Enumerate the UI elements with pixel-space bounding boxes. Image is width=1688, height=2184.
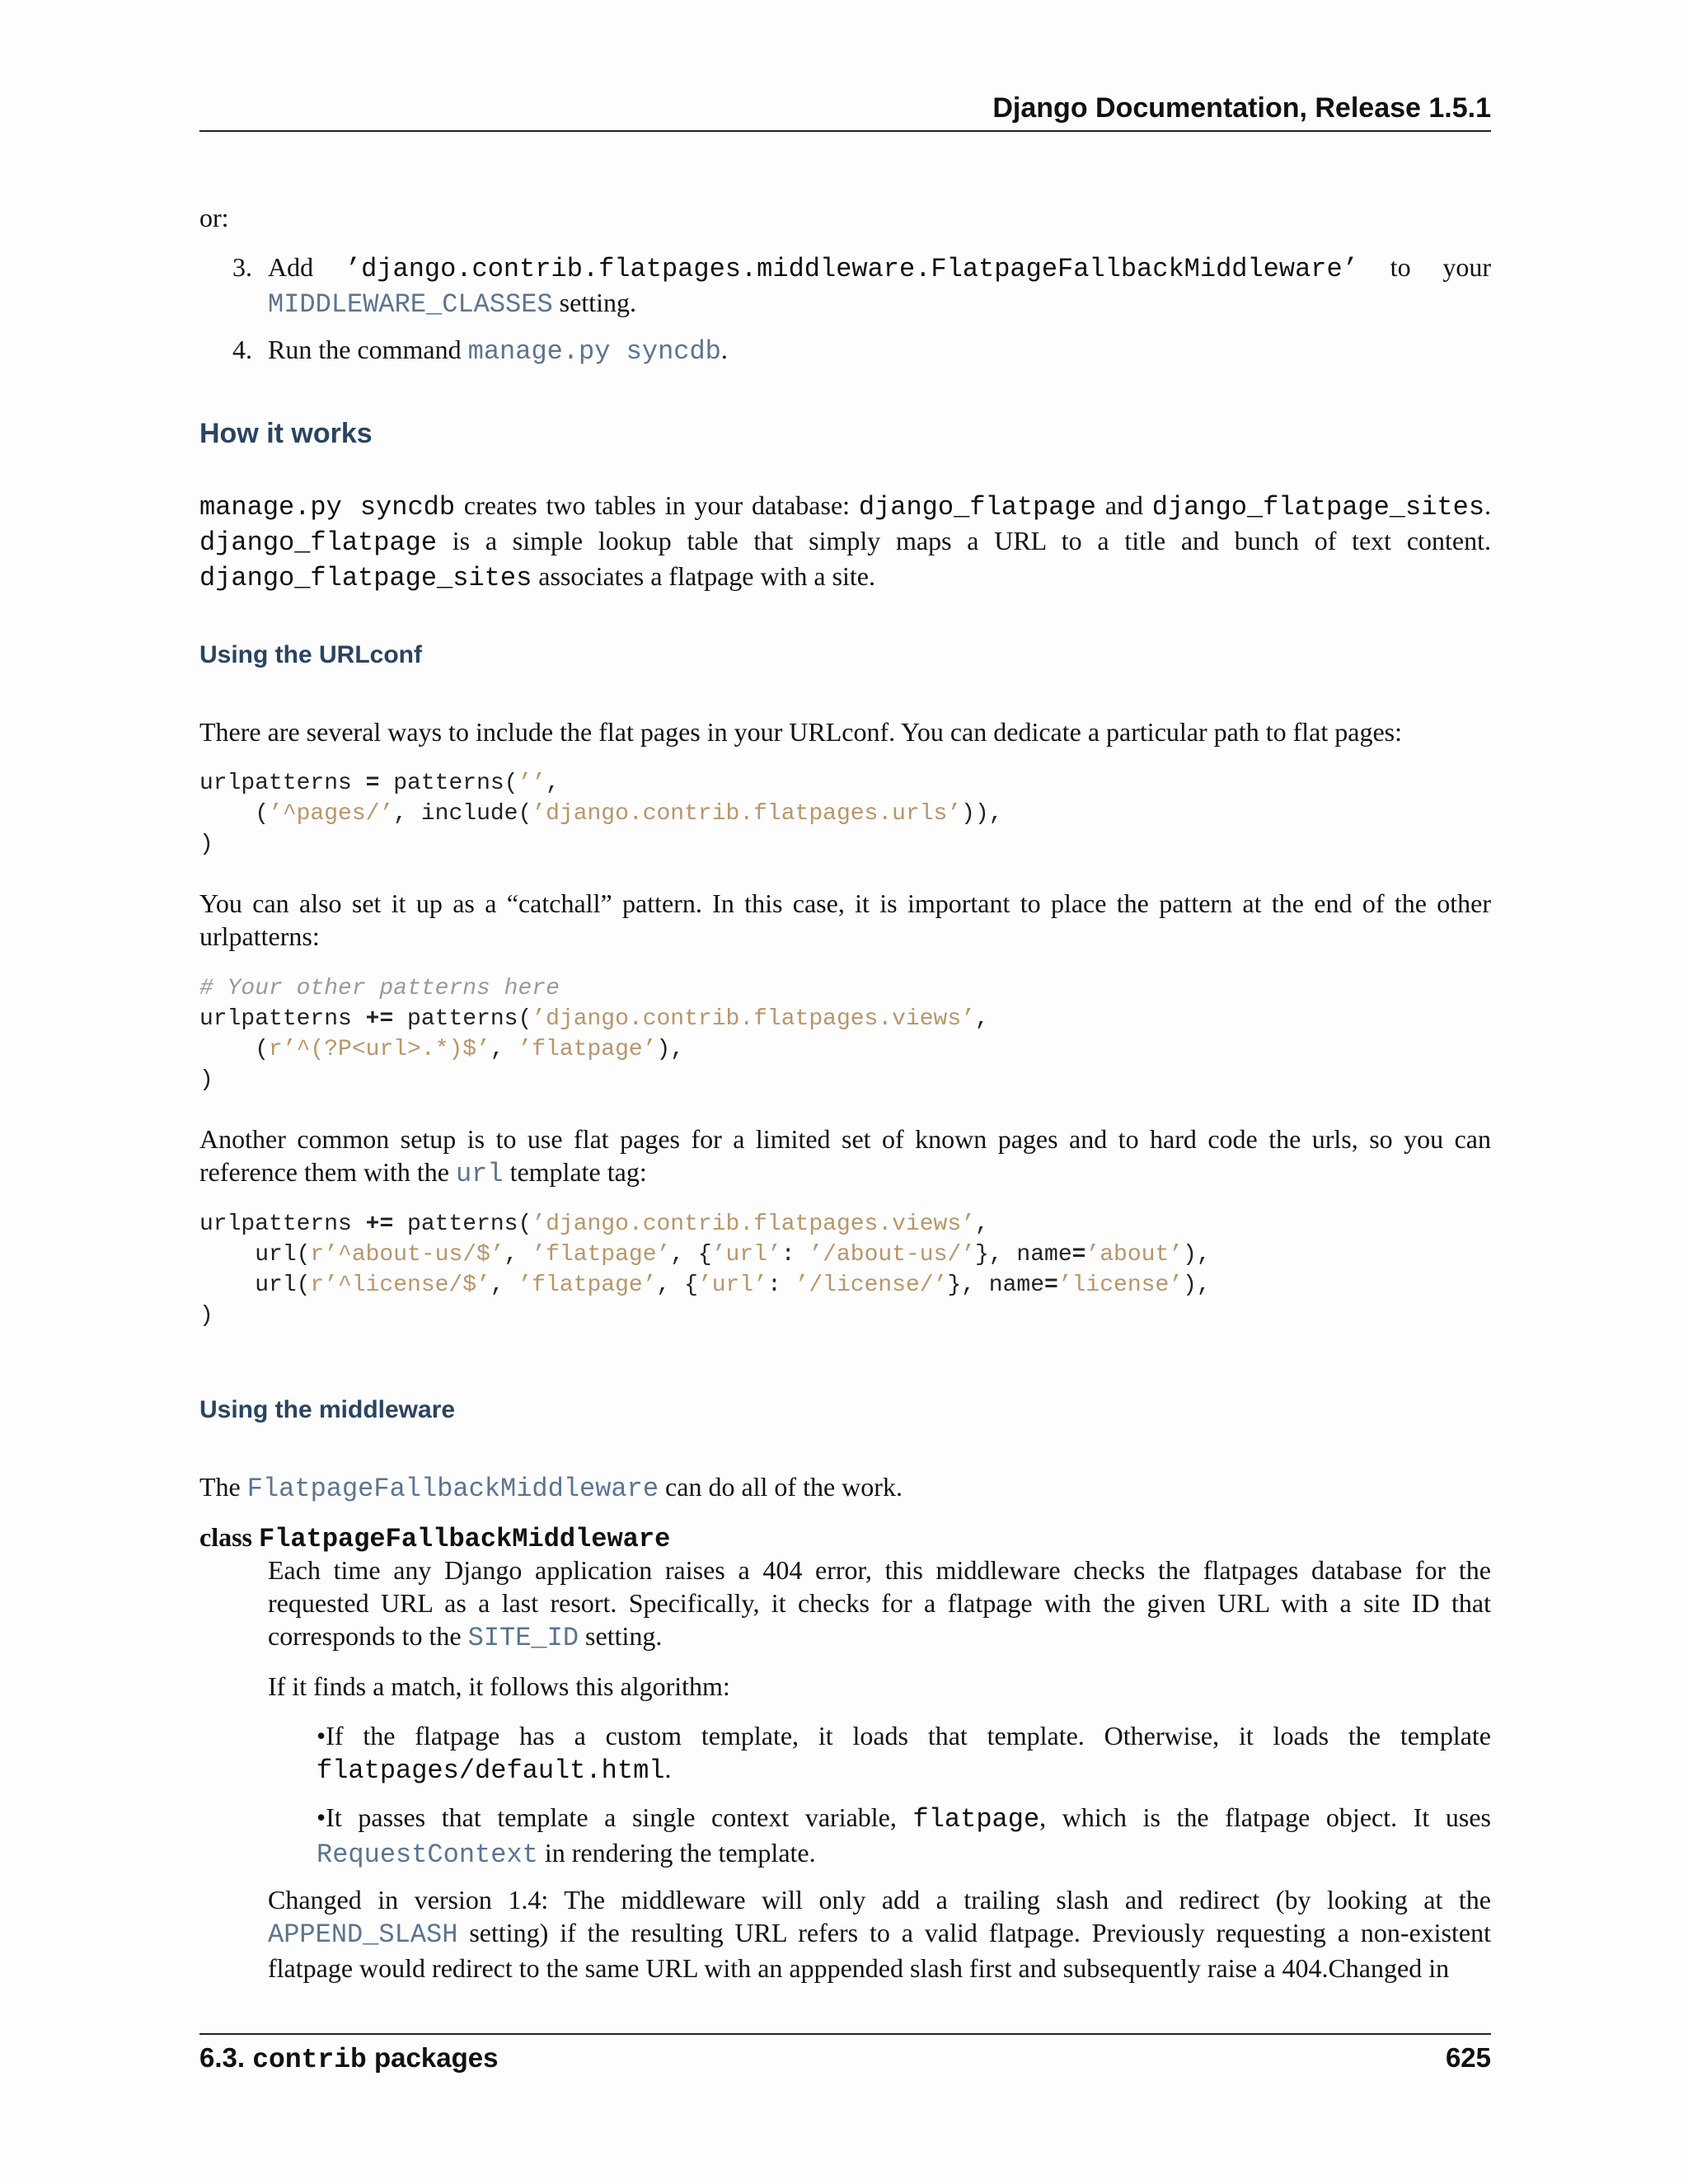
fallback-middleware-link[interactable]: FlatpageFallbackMiddleware [246,1474,659,1504]
text-span: . [664,1754,672,1783]
code-token: )), [961,801,1003,827]
code-line [199,1004,1491,1034]
code-block-include [199,768,1491,860]
text-span: template tag: [503,1157,647,1187]
or-text [199,201,1491,234]
code-token: ) [199,832,213,857]
footer-section-number: 6.3. [199,2042,253,2073]
append-slash-link[interactable]: APPEND_SLASH [268,1919,458,1950]
text-span: associates a flatpage with a site. [532,561,875,591]
site-id-link[interactable]: SITE_ID [467,1623,579,1653]
code-line [199,1270,1491,1301]
step-text-post: . [720,335,728,364]
code-token: : [781,1242,809,1268]
code-string: r’^license/$’ [310,1272,490,1298]
text-span: Each time any Django application raises a 404 error, this middleware checks the flatpages database for the requested URL as a last resort. Specifically, it checks for a flatpage with the given URL with a site ID that corresponds to the [268,1555,1491,1651]
code-token: patterns( [393,1212,532,1237]
code-string: ’/about-us/’ [809,1242,975,1268]
code-token: ), [656,1037,685,1062]
code-string: ’django.contrib.flatpages.views’ [532,1006,975,1032]
code-token: ( [199,801,270,827]
urlconf-text-1: There are several ways to include the flat pages in your URLconf. You can dedicate a particular path to flat pages: [199,717,1403,747]
text-span: . [1484,490,1492,520]
footer-rule [199,2033,1491,2035]
urlconf-paragraph-2 [199,887,1491,953]
heading-using-urlconf: Using the URLconf [199,641,422,668]
class-signature [199,1521,1491,1556]
url-tag-link[interactable]: url [455,1159,504,1189]
step-text-pre: Add [268,252,345,282]
text-span: setting) if the resulting URL refers to a valid flatpage. Previously requesting a non-existent flatpage would redirect to the same URL with an apppended slash first and subsequently raise a 404.Changed in [268,1918,1491,1983]
text-span: can do all of the work. [659,1472,903,1502]
class-description-text [268,1554,1491,1655]
code-token: = [365,771,380,796]
code-string: ’^pages/’ [269,801,394,827]
text-span: , which is the flatpage object. It uses [1039,1802,1492,1832]
text-span: is a simple lookup table that simply maps a URL to a title and bunch of text content. [437,526,1491,555]
code-token: ), [1183,1242,1211,1268]
code-block-catchall [199,973,1491,1095]
code-line [199,1034,1491,1065]
code-default-template: flatpages/default.html [316,1755,665,1786]
code-django-flatpage: django_flatpage [858,492,1096,523]
code-string: ’flatpage’ [518,1037,657,1062]
class-keyword: class [199,1522,259,1552]
code-django-flatpage-sites: django_flatpage_sites [1151,492,1485,523]
text-span: Another common setup is to use flat pages for a limited set of known pages and to hard code the urls, so you can reference them with the [199,1124,1491,1187]
code-token: = [1071,1242,1086,1268]
code-line [199,768,1491,799]
code-line [199,1240,1491,1270]
text-span: and [1095,490,1152,520]
code-block-named-urls [199,1209,1491,1331]
text-span: •If the flatpage has a custom template, it loads that template. Otherwise, it loads the template [316,1721,1491,1750]
text-span: Changed in version 1.4: The middleware will only add a trailing slash and redirect (by looking at the [268,1885,1491,1915]
code-token: patterns( [379,771,518,796]
or-paragraph: or: [199,203,229,232]
code-token: urlpatterns [199,771,366,796]
running-header [199,92,1491,132]
code-string: r’^about-us/$’ [310,1242,504,1268]
urlconf-text-3 [199,1122,1491,1191]
code-line [199,973,1491,1004]
code-token: , { [656,1272,698,1298]
code-line [199,829,1491,860]
code-token: patterns( [393,1006,532,1032]
code-token: ( [199,1037,270,1062]
code-line [199,799,1491,829]
how-it-works-paragraph [199,489,1491,595]
heading-how-it-works: How it works [199,418,373,449]
step-code: ’django.contrib.flatpages.middleware.FlatpageFallbackMiddleware’ [345,254,1358,284]
code-string: ’django.contrib.flatpages.urls’ [532,801,962,827]
code-line [199,1209,1491,1240]
text-span: •It passes that template a single context variable, [316,1802,913,1832]
code-string: ’flatpage’ [518,1272,657,1298]
code-token: url( [199,1272,311,1298]
code-comment: # Your other patterns here [199,976,560,1001]
step-number: 4. [232,335,252,364]
middleware-classes-link[interactable]: MIDDLEWARE_CLASSES [268,289,553,320]
code-token: , [974,1006,989,1032]
footer-section-code: contrib [252,2045,367,2075]
code-token: += [365,1212,394,1237]
text-span: in rendering the template. [537,1838,816,1868]
middleware-text [199,1470,1491,1506]
code-string: ’url’ [711,1242,781,1268]
code-token: ) [199,1303,213,1329]
footer-section [199,2042,498,2075]
code-string: ’/license/’ [795,1272,948,1298]
code-token: , [504,1242,532,1268]
middleware-paragraph [199,1470,1491,1506]
text-span: setting. [579,1621,663,1651]
code-token: urlpatterns [199,1212,366,1237]
request-context-link[interactable]: RequestContext [316,1840,538,1870]
code-token: , [546,771,560,796]
step-text-post: setting. [552,288,636,317]
header-title: Django Documentation, Release 1.5.1 [992,92,1491,124]
syncdb-command-link[interactable]: manage.py syncdb [467,336,721,367]
step-text [268,251,1491,321]
code-line [199,1065,1491,1095]
code-token: += [365,1006,394,1032]
code-token: , include( [393,801,532,827]
code-syncdb: manage.py syncdb [199,492,456,523]
urlconf-paragraph-3 [199,1122,1491,1191]
code-line [199,1301,1491,1331]
algorithm-intro-text: If it finds a match, it follows this algorithm: [268,1671,730,1701]
step-text-mid: to your [1357,252,1491,282]
urlconf-text-2: You can also set it up as a “catchall” pattern. In this case, it is important to place the pattern at the end of the other urlpatterns: [199,888,1491,951]
code-string: ’django.contrib.flatpages.views’ [532,1212,975,1237]
step-number: 3. [232,252,252,282]
text-span: The [199,1472,247,1502]
code-token: }, name [947,1272,1045,1298]
footer-section-text: packages [366,2042,499,2073]
urlconf-paragraph-1 [199,715,1491,748]
class-name: FlatpageFallbackMiddleware [259,1524,671,1554]
code-token: ) [199,1067,213,1093]
code-token: = [1044,1272,1058,1298]
step-text [268,333,1491,368]
code-token: ), [1183,1272,1211,1298]
code-token: : [767,1272,795,1298]
code-token: }, name [975,1242,1072,1268]
step-text-pre: Run the command [268,335,468,364]
code-token: , { [670,1242,712,1268]
code-token: , [490,1272,518,1298]
code-string: ’url’ [697,1272,767,1298]
bullet-text-1 [316,1719,1491,1788]
code-django-flatpage: django_flatpage [199,527,438,558]
code-string: ’flatpage’ [532,1242,671,1268]
bullet-text-2 [316,1801,1491,1872]
text-span: creates two tables in your database: [455,490,859,520]
page-number: 625 [1445,2042,1491,2073]
code-string: r’^(?P<url>.*)$’ [269,1037,490,1062]
code-token: , [974,1212,989,1237]
code-token: , [490,1037,518,1062]
code-flatpage-var: flatpage [912,1804,1040,1835]
how-it-works-text [199,489,1491,595]
code-string: ’about’ [1085,1242,1184,1268]
code-string: ’’ [518,771,546,796]
code-token: urlpatterns [199,1006,366,1032]
code-string: ’license’ [1057,1272,1184,1298]
heading-using-middleware: Using the middleware [199,1396,456,1423]
changed-note-text [268,1883,1491,1985]
code-token: url( [199,1242,311,1268]
code-django-flatpage-sites: django_flatpage_sites [199,563,532,593]
